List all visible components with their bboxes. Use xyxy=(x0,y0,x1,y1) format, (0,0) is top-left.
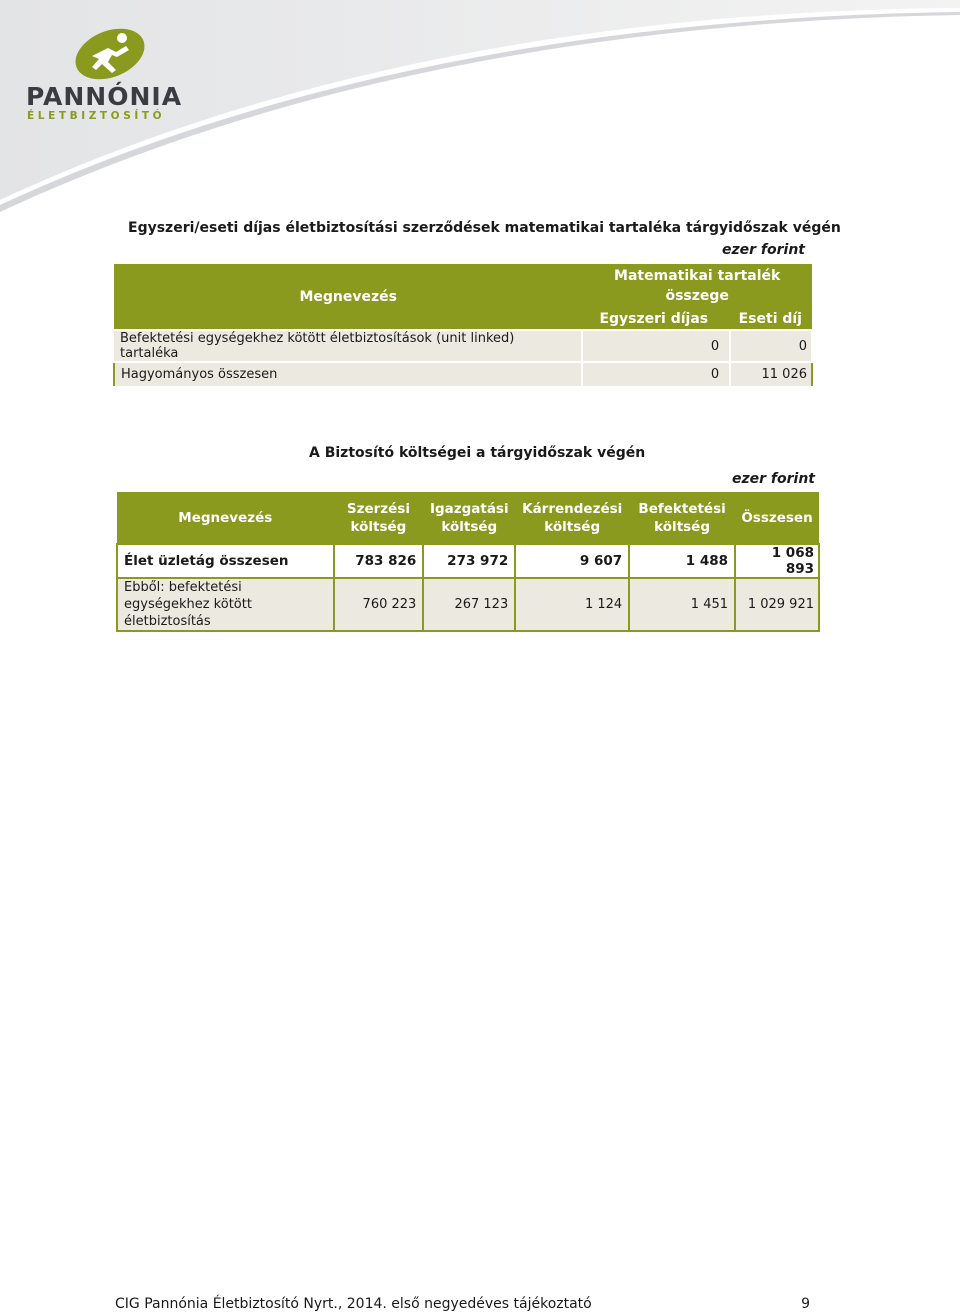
cell-value: 11 026 xyxy=(730,362,812,387)
cell-value: 760 223 xyxy=(334,578,424,631)
cell-value: 267 123 xyxy=(423,578,515,631)
table2-header-name: Megnevezés xyxy=(117,492,334,544)
company-logo xyxy=(26,26,196,126)
table2-header-acquisition: Szerzési költség xyxy=(334,492,424,544)
table2-header-total: Összesen xyxy=(735,492,819,544)
row-label: Hagyományos összesen xyxy=(114,362,582,387)
cell-value: 1 451 xyxy=(629,578,735,631)
row-label: Élet üzletág összesen xyxy=(117,544,334,578)
cell-value: 1 068 893 xyxy=(735,544,819,578)
table-row xyxy=(117,544,819,578)
row-label: Befektetési egységekhez kötött életbiztosítások (unit linked) tartaléka xyxy=(114,330,582,362)
cell-value: 0 xyxy=(730,330,812,362)
cell-value: 1 029 921 xyxy=(735,578,819,631)
page-number: 9 xyxy=(801,1296,810,1312)
cell-value: 273 972 xyxy=(423,544,515,578)
cell-value: 783 826 xyxy=(334,544,424,578)
table-row xyxy=(114,362,812,387)
cell-value: 9 607 xyxy=(515,544,629,578)
costs-table xyxy=(116,492,820,632)
table1-title: Egyszeri/eseti díjas életbiztosítási szerződések matematikai tartaléka tárgyidőszak végén xyxy=(128,220,841,236)
row-label: Ebből: befektetési egységekhez kötött életbiztosítás xyxy=(117,578,334,631)
table2-title: A Biztosító költségei a tárgyidőszak végén xyxy=(309,445,646,461)
table2-header-investment: Befektetési költség xyxy=(629,492,735,544)
table2-header-claims: Kárrendezési költség xyxy=(515,492,629,544)
table1-header-single: Egyszeri díjas xyxy=(582,308,730,330)
cell-value: 1 124 xyxy=(515,578,629,631)
runner-emblem-icon xyxy=(72,26,152,82)
page-footer: CIG Pannónia Életbiztosító Nyrt., 2014. első negyedéves tájékoztató xyxy=(115,1296,592,1312)
table1-header-ad-hoc: Eseti díj xyxy=(730,308,812,330)
table1-header-group: Matematikai tartalék összege xyxy=(582,264,812,308)
table-row xyxy=(117,578,819,631)
table1-header-name: Megnevezés xyxy=(114,264,582,330)
table1-unit: ezer forint xyxy=(722,242,805,258)
logo-wordmark: PANNÓNIA xyxy=(26,82,183,111)
cell-value: 1 488 xyxy=(629,544,735,578)
table2-header-administration: Igazgatási költség xyxy=(423,492,515,544)
cell-value: 0 xyxy=(582,362,730,387)
table-row xyxy=(114,330,812,362)
reserve-table xyxy=(113,264,813,388)
cell-value: 0 xyxy=(582,330,730,362)
logo-subtitle: ÉLETBIZTOSÍTÓ xyxy=(27,110,166,122)
table2-unit: ezer forint xyxy=(732,471,815,487)
